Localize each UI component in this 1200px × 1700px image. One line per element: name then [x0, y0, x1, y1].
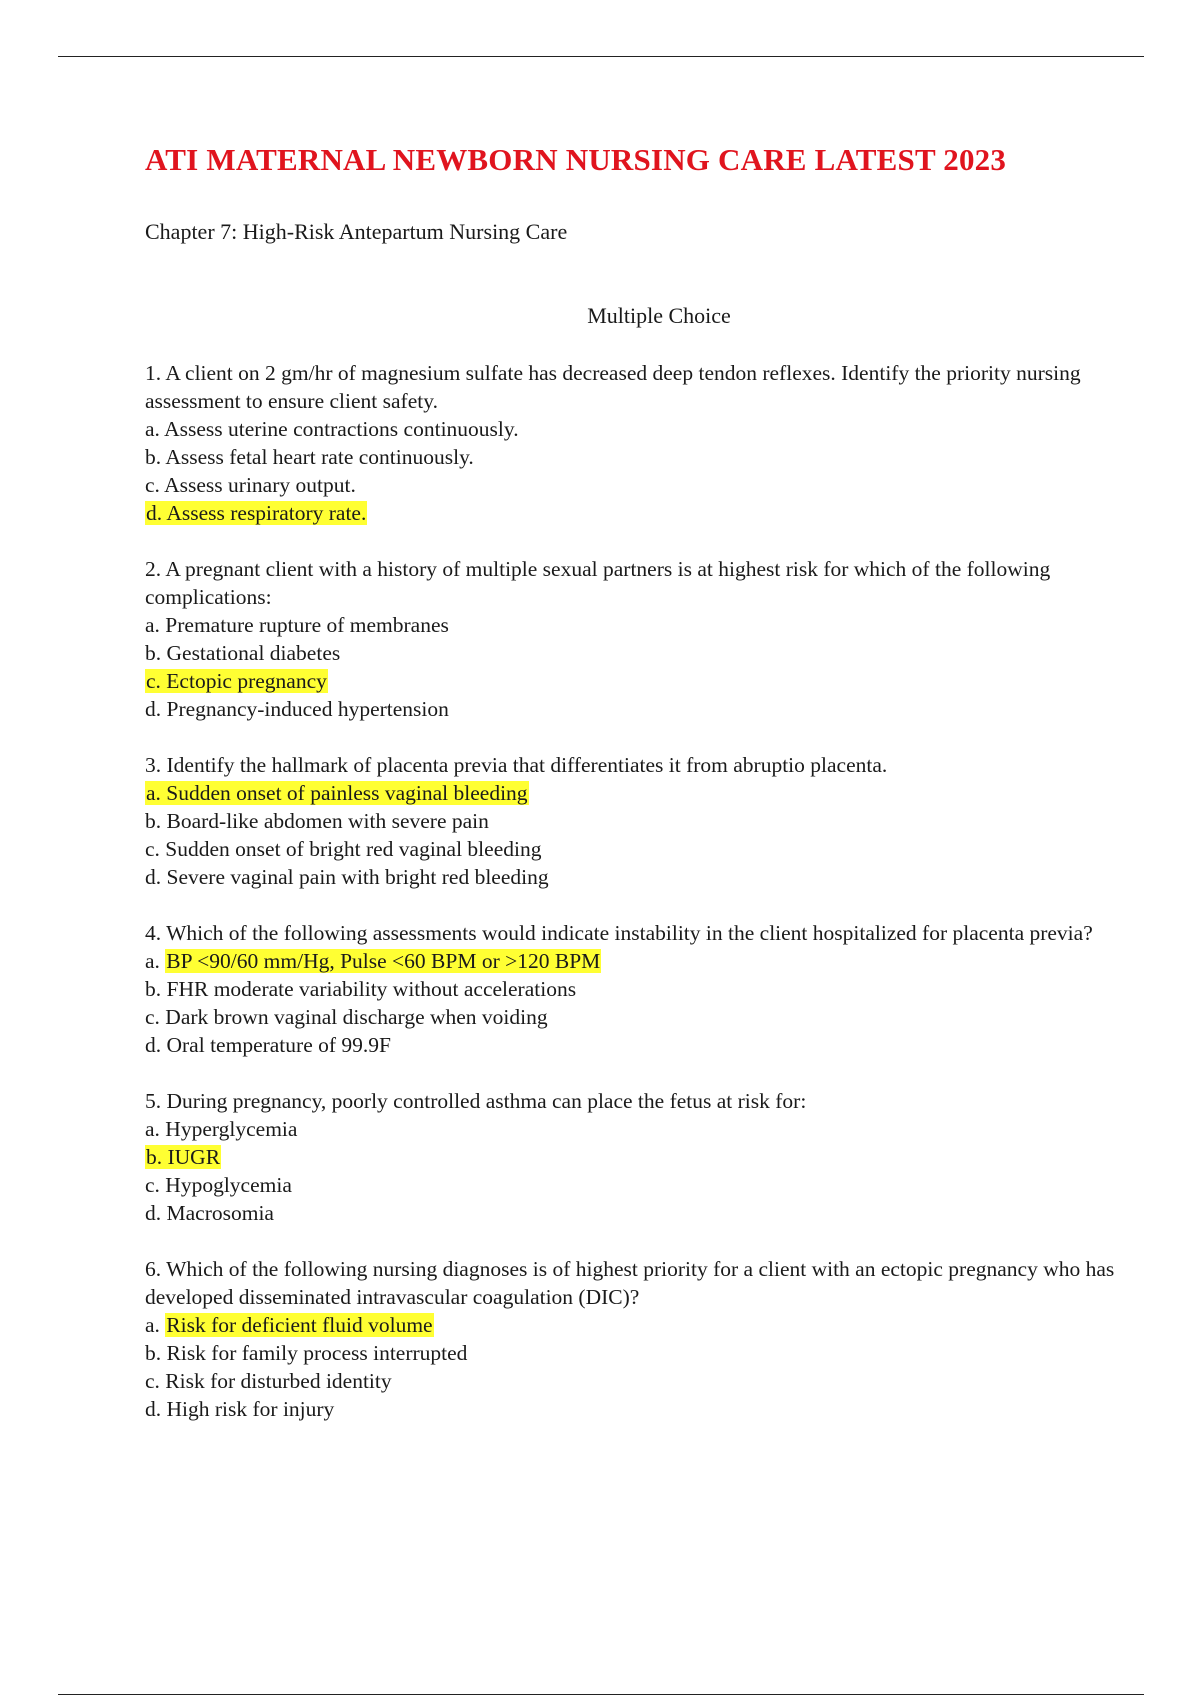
- option-text: Ectopic pregnancy: [166, 669, 327, 693]
- bottom-rule: [58, 1694, 1144, 1695]
- answer-options: [145, 1311, 1155, 1423]
- answer-option: [145, 1367, 1155, 1395]
- answer-options: [145, 779, 1155, 891]
- option-letter: a.: [145, 613, 160, 637]
- option-text: Premature rupture of membranes: [165, 613, 449, 637]
- option-text: Assess urinary output.: [164, 473, 356, 497]
- correct-answer-option: [145, 947, 1155, 975]
- correct-answer-option: [145, 667, 1155, 695]
- option-letter: c.: [145, 837, 160, 861]
- answer-option: [145, 1199, 1155, 1227]
- question-text: 3. Identify the hallmark of placenta previa that differentiates it from abruptio placenta.: [145, 753, 888, 777]
- option-letter: b.: [145, 445, 162, 469]
- chapter-heading: Chapter 7: High-Risk Antepartum Nursing Care: [145, 219, 568, 244]
- option-letter: d.: [145, 697, 162, 721]
- option-text: Risk for disturbed identity: [165, 1369, 392, 1393]
- answer-options: [145, 947, 1155, 1059]
- option-letter: c.: [145, 1173, 160, 1197]
- answer-option: [145, 415, 1155, 443]
- option-letter: c.: [145, 1369, 160, 1393]
- answer-option: [145, 1115, 1155, 1143]
- document-title: ATI MATERNAL NEWBORN NURSING CARE LATEST 2023: [145, 142, 1007, 177]
- option-letter: b.: [145, 977, 162, 1001]
- answer-option: [145, 1395, 1155, 1423]
- answer-option: [145, 807, 1155, 835]
- option-letter: c.: [145, 473, 160, 497]
- option-text: Dark brown vaginal discharge when voiding: [165, 1005, 548, 1029]
- option-letter: a.: [145, 1117, 160, 1141]
- correct-answer-option: [145, 779, 1155, 807]
- question-text: 5. During pregnancy, poorly controlled asthma can place the fetus at risk for:: [145, 1089, 807, 1113]
- option-letter: c.: [145, 1005, 160, 1029]
- correct-answer-option: [145, 1143, 1155, 1171]
- answer-option: [145, 1339, 1155, 1367]
- answer-option: [145, 835, 1155, 863]
- option-letter: b.: [145, 809, 162, 833]
- option-letter: a.: [146, 781, 161, 805]
- answer-option: [145, 1003, 1155, 1031]
- option-text: Board-like abdomen with severe pain: [166, 809, 489, 833]
- question-3: [145, 751, 1155, 891]
- option-text: High risk for injury: [166, 1397, 335, 1421]
- option-text: IUGR: [167, 1145, 221, 1169]
- answer-option: [145, 443, 1155, 471]
- option-text: FHR moderate variability without accelerations: [166, 977, 577, 1001]
- answer-options: [145, 415, 1155, 527]
- question-2: [145, 555, 1155, 723]
- option-letter: d.: [145, 1397, 162, 1421]
- answer-options: [145, 1115, 1155, 1227]
- option-letter: d.: [145, 1201, 162, 1225]
- question-text: 4. Which of the following assessments would indicate instability in the client hospitalized for placenta previa?: [145, 921, 1093, 945]
- option-text: Risk for family process interrupted: [166, 1341, 468, 1365]
- section-heading: Multiple Choice: [587, 303, 731, 328]
- option-text: Pregnancy-induced hypertension: [166, 697, 449, 721]
- question-1: [145, 359, 1155, 527]
- option-letter: b.: [146, 1145, 163, 1169]
- correct-answer-option: [145, 499, 1155, 527]
- option-letter: a.: [145, 949, 160, 973]
- top-rule: [58, 56, 1144, 57]
- correct-answer-option: [145, 1311, 1155, 1339]
- option-letter: b.: [145, 641, 162, 665]
- answer-option: [145, 1171, 1155, 1199]
- option-text: Assess uterine contractions continuously.: [164, 417, 519, 441]
- option-text: Hypoglycemia: [165, 1173, 292, 1197]
- question-6: [145, 1255, 1155, 1423]
- answer-option: [145, 471, 1155, 499]
- option-letter: c.: [146, 669, 161, 693]
- option-text: Severe vaginal pain with bright red bleeding: [166, 865, 549, 889]
- option-text: Assess fetal heart rate continuously.: [165, 445, 474, 469]
- option-text: Sudden onset of painless vaginal bleeding: [166, 781, 528, 805]
- option-text: Hyperglycemia: [165, 1117, 298, 1141]
- option-letter: d.: [146, 501, 163, 525]
- option-text: Macrosomia: [166, 1201, 274, 1225]
- answer-option: [145, 1031, 1155, 1059]
- option-letter: a.: [145, 417, 160, 441]
- answer-options: [145, 611, 1155, 723]
- answer-option: [145, 639, 1155, 667]
- question-text: 2. A pregnant client with a history of multiple sexual partners is at highest risk for which of the following complications:: [145, 557, 1051, 609]
- option-text: Gestational diabetes: [166, 641, 341, 665]
- question-list: [145, 359, 1155, 1451]
- option-text: Oral temperature of 99.9F: [166, 1033, 391, 1057]
- option-letter: a.: [145, 1313, 160, 1337]
- answer-option: [145, 611, 1155, 639]
- option-letter: d.: [145, 865, 162, 889]
- answer-option: [145, 975, 1155, 1003]
- option-text: Sudden onset of bright red vaginal bleeding: [165, 837, 542, 861]
- answer-option: [145, 695, 1155, 723]
- option-letter: b.: [145, 1341, 162, 1365]
- question-text: 1. A client on 2 gm/hr of magnesium sulfate has decreased deep tendon reflexes. Identify the priority nursing assessment to ensure client safety.: [145, 361, 1081, 413]
- option-text: Risk for deficient fluid volume: [166, 1313, 433, 1337]
- question-4: [145, 919, 1155, 1059]
- option-letter: d.: [145, 1033, 162, 1057]
- option-text: Assess respiratory rate.: [166, 501, 367, 525]
- option-text: BP <90/60 mm/Hg, Pulse <60 BPM or >120 BPM: [166, 949, 601, 973]
- question-5: [145, 1087, 1155, 1227]
- answer-option: [145, 863, 1155, 891]
- question-text: 6. Which of the following nursing diagnoses is of highest priority for a client with an ectopic pregnancy who has developed disseminated intravascular coagulation (DIC)?: [145, 1257, 1115, 1309]
